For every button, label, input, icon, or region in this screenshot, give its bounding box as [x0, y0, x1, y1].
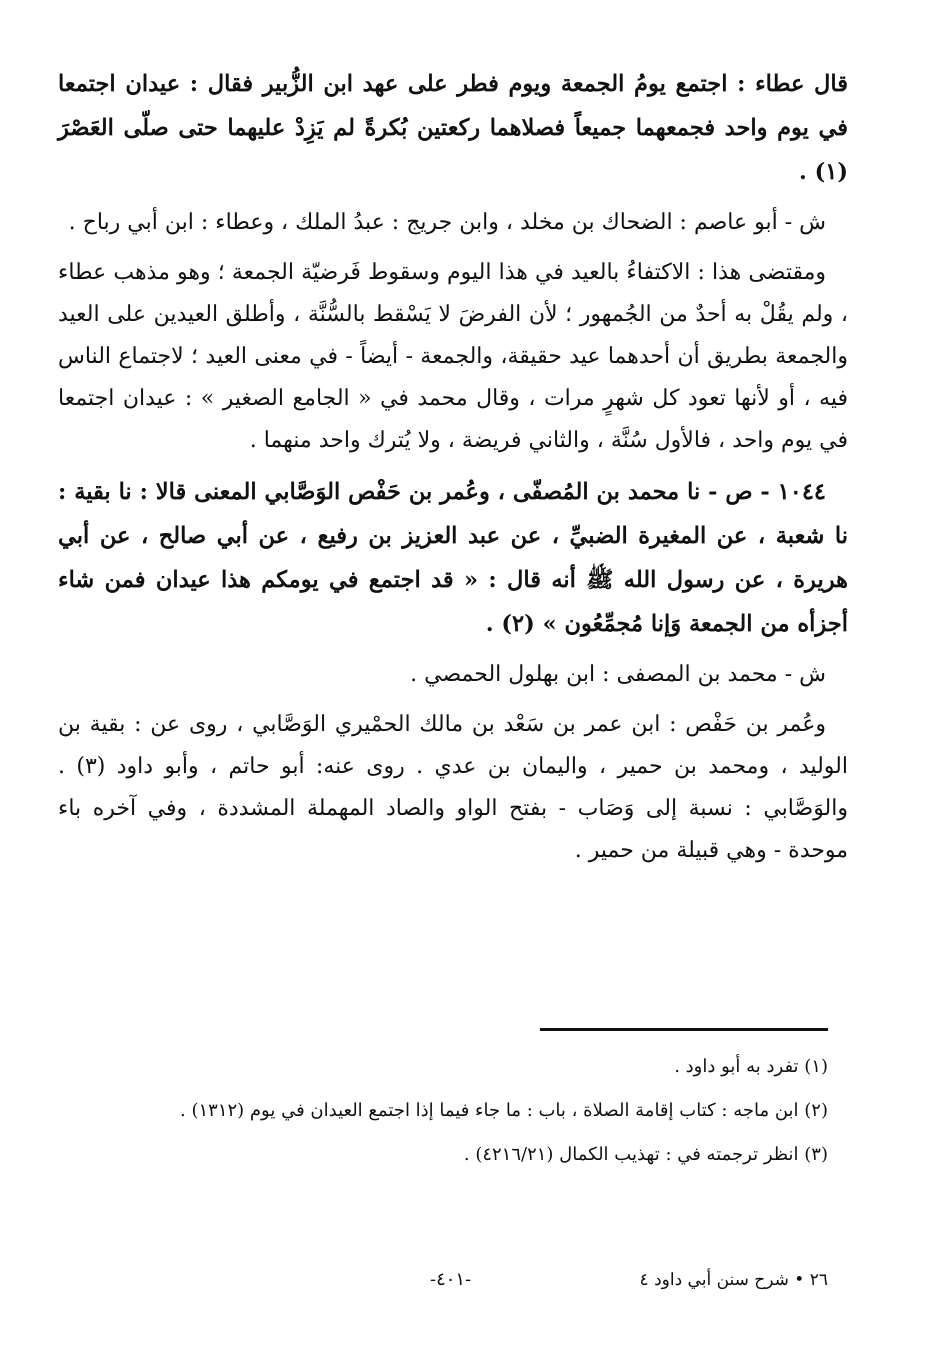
main-text	[58, 62, 848, 880]
commentary-ibn-musaffa: ش - محمد بن المصفى : ابن بهلول الحمصي .	[410, 662, 826, 687]
footnote-1: (١) تفرد به أبو داود .	[674, 1056, 828, 1077]
footnotes	[130, 1050, 828, 1182]
commentary-ruling: ومقتضى هذا : الاكتفاءُ بالعيد في هذا اليوم وسقوط فَرضيّة الجمعة ؛ وهو مذهب عطاء ، ولم يقُلْ به أحدٌ من الجُمهور ؛ لأن الفرضَ لا يَسْقط بالسُّنَّة ، وأطلق العيدين على العيد والجمعة بطريق أن أحدهما عيد حقيقة، والجمعة - أيضاً - في معنى العيد ؛ لاجتماع الناس فيه ، أو لأنها تعود كل شهرٍ مرات ، وقال محمد في « الجامع الصغير » : عيدان اجتمعا في يوم واحد ، فالأول سُنَّة ، والثاني فريضة ، ولا يُترك واحد منهما .	[58, 260, 848, 453]
hadith-1044: ١٠٤٤ - ص - نا محمد بن المُصفّى ، وعُمر بن حَفْص الوَصَّابي المعنى قالا : نا بقية : نا شعبة ، عن المغيرة الضبيِّ ، عن عبد العزيز بن رفيع ، عن أبي صالح ، عن أبي هريرة ، عن رسول الله ﷺ أنه قال : « قد اجتمع في يومكم هذا عيدان فمن شاء أجزأه من الجمعة وَإنا مُجمِّعُون » (٢) .	[58, 479, 848, 637]
footnote-separator	[540, 1028, 828, 1031]
page-footer	[430, 1262, 828, 1298]
footnote-3: (٣) انظر ترجمته في : تهذيب الكمال (٤٢١٦/٢١) .	[463, 1144, 828, 1165]
commentary-umar-bin-hafs: وعُمر بن حَفْص : ابن عمر بن سَعْد بن مالك الحمْيري الوَصَّابي ، روى عن : بقية بن الوليد ، ومحمد بن حمير ، واليمان بن عدي . روى عنه: أبو حاتم ، وأبو داود (٣) . والوَصَّابي : نسبة إلى وَصَاب - بفتح الواو والصاد المهملة المشددة ، وفي آخره باء موحدة - وهي قبيلة من حمير .	[58, 712, 848, 863]
commentary-narrators: ش - أبو عاصم : الضحاك بن مخلد ، وابن جريج : عبدُ الملك ، وعطاء : ابن أبي رباح .	[68, 210, 826, 235]
footnote-2: (٢) ابن ماجه : كتاب إقامة الصلاة ، باب : ما جاء فيما إذا اجتمع العيدان في يوم (١٣١٢) .	[180, 1100, 828, 1121]
hadith-text-ata: قال عطاء : اجتمع يومُ الجمعة ويوم فطر على عهد ابن الزُّبير فقال : عيدان اجتمعا في يوم واحد فجمعهما جميعاً فصلاهما ركعتين بُكرةً لم يَزِدْ عليهما حتى صلّى العَصْرَ (١) .	[58, 71, 848, 185]
book-title: ٢٦ • شرح سنن أبي داود ٤	[639, 1270, 828, 1290]
page-number: -٤٠١-	[430, 1269, 472, 1290]
